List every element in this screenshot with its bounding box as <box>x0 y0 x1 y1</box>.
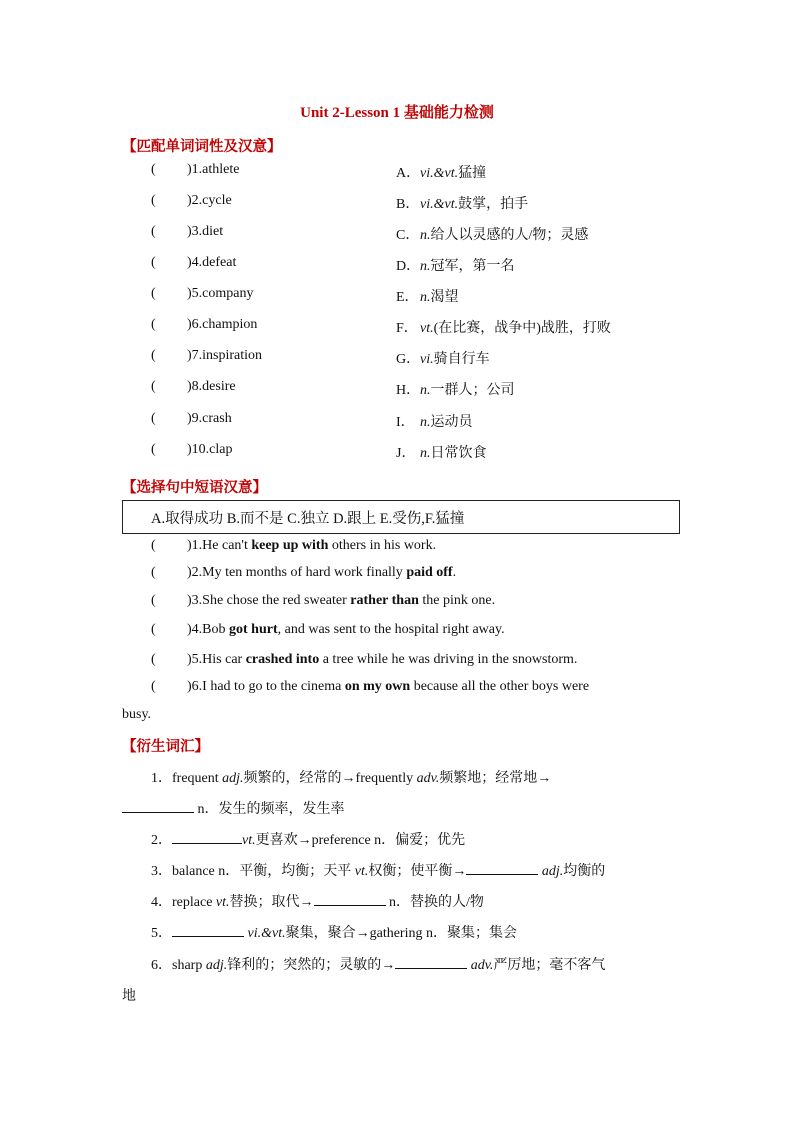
word-item: )8.desire <box>187 379 236 394</box>
option-item: D．n.冠军，第一名 <box>396 259 515 274</box>
section-heading-match: 【匹配单词词性及汉意】 <box>122 139 282 155</box>
answer-blank[interactable] <box>314 893 386 906</box>
phrase-choices: A.取得成功 B.而不是 C.独立 D.跟上 E.受伤,F.猛撞 <box>151 511 465 527</box>
word-item: )2.cycle <box>187 193 232 208</box>
option-item: H．n.一群人；公司 <box>396 383 515 398</box>
word-item: )10.clap <box>187 442 233 457</box>
answer-paren[interactable]: ( <box>151 286 156 301</box>
option-item: C．n.给人以灵感的人/物；灵感 <box>396 228 589 243</box>
answer-paren[interactable]: ( <box>151 565 156 580</box>
answer-paren[interactable]: ( <box>151 317 156 332</box>
derivative-item-2: 2． vt.更喜欢→preference n．偏爱；优先 <box>151 833 466 848</box>
answer-paren[interactable]: ( <box>151 679 156 694</box>
answer-blank[interactable] <box>466 862 538 875</box>
answer-paren[interactable]: ( <box>151 593 156 608</box>
sentence-item: ( )5.His car crashed into a tree while he was driving in the snowstorm. <box>151 652 578 667</box>
word-item: )9.crash <box>187 411 232 426</box>
derivative-item-3: 3．balance n．平衡，均衡；天平 vt.权衡；使平衡→ adj.均衡的 <box>151 864 606 879</box>
section-heading-derivatives: 【衍生词汇】 <box>122 739 209 755</box>
sentence-continuation: busy. <box>122 707 152 722</box>
answer-paren[interactable]: ( <box>151 652 156 667</box>
answer-blank[interactable] <box>395 956 467 969</box>
option-item: I． n.运动员 <box>396 415 473 430</box>
page-title: Unit 2-Lesson 1 基础能力检测 <box>300 105 494 121</box>
answer-paren[interactable]: ( <box>151 379 156 394</box>
answer-paren[interactable]: ( <box>151 193 156 208</box>
word-item: )3.diet <box>187 224 224 239</box>
section-heading-phrases: 【选择句中短语汉意】 <box>122 480 267 496</box>
answer-paren[interactable]: ( <box>151 622 156 637</box>
answer-paren[interactable]: ( <box>151 442 156 457</box>
derivative-item-6: 6．sharp adj.锋利的；突然的；灵敏的→ adv.严厉地；毫不客气 <box>151 958 606 973</box>
answer-blank[interactable] <box>172 924 244 937</box>
option-item: G．vi.骑自行车 <box>396 352 490 367</box>
answer-blank[interactable] <box>172 831 242 844</box>
phrase-choices-box <box>122 500 680 534</box>
sentence-item: ( )3.She chose the red sweater rather than the pink one. <box>151 593 496 608</box>
word-item: )7.inspiration <box>187 348 263 363</box>
answer-paren[interactable]: ( <box>151 162 156 177</box>
answer-blank[interactable] <box>122 800 194 813</box>
word-item: )1.athlete <box>187 162 240 177</box>
answer-paren[interactable]: ( <box>151 411 156 426</box>
answer-paren[interactable]: ( <box>151 348 156 363</box>
sentence-item: ( )1.He can't keep up with others in his work. <box>151 538 437 553</box>
derivative-item-1: 1．frequent adj.频繁的，经常的→frequently adv.频繁地；经常地→ <box>151 771 552 786</box>
option-item: B．vi.&vt.鼓掌，拍手 <box>396 197 529 212</box>
option-item: A．vi.&vt.猛撞 <box>396 166 487 181</box>
derivative-item-6-cont: 地 <box>122 989 136 1004</box>
derivative-item-5: 5． vi.&vt.聚集，聚合→gathering n．聚集；集会 <box>151 926 517 941</box>
answer-paren[interactable]: ( <box>151 538 156 553</box>
derivative-item-1-cont: n．发生的频率，发生率 <box>122 798 345 818</box>
word-item: )5.company <box>187 286 254 301</box>
word-item: )4.defeat <box>187 255 237 270</box>
sentence-item: ( )2.My ten months of hard work finally paid off. <box>151 565 457 580</box>
option-item: E．n.渴望 <box>396 290 459 305</box>
option-item: J． n.日常饮食 <box>396 446 487 461</box>
answer-paren[interactable]: ( <box>151 255 156 270</box>
word-item: )6.champion <box>187 317 258 332</box>
sentence-item: ( )6.I had to go to the cinema on my own because all the other boys were <box>151 679 590 694</box>
derivative-item-4: 4．replace vt.替换；取代→ n．替换的人/物 <box>151 895 484 910</box>
answer-paren[interactable]: ( <box>151 224 156 239</box>
sentence-item: ( )4.Bob got hurt, and was sent to the hospital right away. <box>151 622 505 637</box>
option-item: F． vt.(在比赛，战争中)战胜，打败 <box>396 321 611 336</box>
